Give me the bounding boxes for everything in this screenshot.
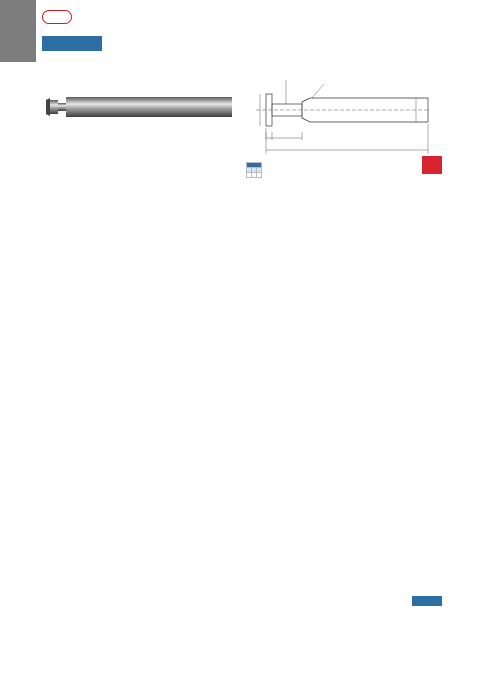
series-badge [42,36,102,51]
tolerance-table [246,162,262,178]
tolerance-val [257,173,262,178]
sidebar-category-header [0,0,36,62]
next-page-button[interactable] [412,596,442,606]
brand-logo [42,10,72,24]
carbide-grade-badge [422,156,442,174]
dimension-diagram [252,74,430,156]
tool-photo [42,80,232,130]
sidebar [0,0,36,677]
